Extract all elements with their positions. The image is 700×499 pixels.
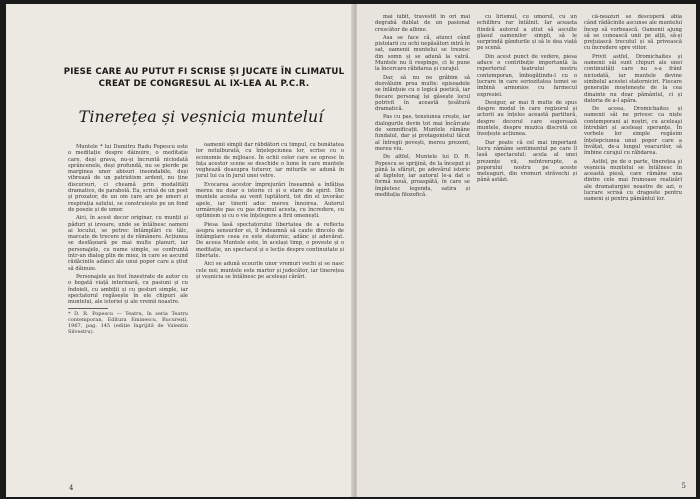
paragraph: Aici se adună ecourile unor vremuri vechi și se nasc cele noi; muntele este martor și judecător, iar tinerețea și veșnicia se întâlnesc pe aceleași cărări. [196, 261, 344, 280]
article-title: Tinerețea și veșnicia munteluí [78, 107, 324, 126]
series-title [54, 66, 353, 90]
paragraph: Muntele * lui Dumitru Radu Popescu este o meditație despre dăinuire, o meditație care, deși grava, nu-și încruntă niciodată sprâncenele, deși profundă, nu se pierde pe marginea unor abisuri insondabile, deși vibrează de un patriotism ardent, nu ține discursuri, ci cheamă prin modalități dramatice, de parabolă. Ea, scrisă de un poet și prozator, de un om care are pe umeri și respirația satului, se construiește pe un fond de poezie și de umor. [68, 144, 188, 213]
paragraph: oamenii simpli dar răbdători cu timpul, cu bunătatea lor netulburată, cu înțelepciunea lor, scrise cu o economie de mijloace. În ochii celor care se opresc în fața acestor scene se deschide o lume în care muntele veghează deasupra tuturor, iar miturile se adună în jurul lui ca în jurul unei vetre. [196, 142, 344, 180]
page-number-left: 4 [69, 484, 74, 492]
left-column-1 [68, 144, 188, 478]
page-number-right: 5 [681, 482, 686, 490]
paragraph: De aceea, Dromichaites și oamenii săi ne privesc ca niște contemporani ai noștri, cu aceleași întrebări și aceleași speranțe. În vorbele lor simple regăsim înțelepciunea unui popor care a învățat, de-a lungul veacurilor, să îmbine curajul cu răbdarea. [584, 106, 682, 157]
left-column-2 [196, 142, 344, 482]
paragraph: Dar poate că cel mai important lucru rămâne sentimentul pe care îl lasă spectacolul: acela al unei prezențe vii, neîntrerupte, a poporului nostru pe aceste meleaguri, din vremuri străvechi și până astăzi. [477, 139, 577, 184]
paragraph: Asa se face că, atunci când pistolarii cu ochi nepăsători intră în sat, oamenii muntelui se trezesc din somn și se adună la vatră. Muntele nu îi respinge, ci le pune la încercare răbdarea și curajul. [375, 34, 470, 73]
left-page [6, 4, 353, 497]
paragraph: Piesa lasă spectatorului libertatea de a reflecta asupra sensurilor ei, îl îndeamnă să caute dincolo de întâmplare ceea ce este statornic, adânc și adevărat. De aceea Muntele este, în același timp, o poveste și o meditație, un spectacol și o lecție despre continuitate și libertate. [196, 221, 344, 260]
paragraph: Pas cu pas, tensiunea crește, iar dialogurile devin tot mai încărcate de semnificații. Muntele rămâne fundalul, dar și protagonistul tăcut al întregii povești, mereu prezent, mereu viu. [375, 114, 470, 152]
paragraph: De altfel, Muntele lui D. R. Popescu se sprijină, de la început și până la sfârșit, pe adevărul istoric al faptelor, iar autorul le-a dat o formă nouă, proaspătă, în care se împletesc legenda, satira și meditația filozofică. [375, 154, 470, 199]
right-column-3 [584, 14, 682, 484]
footnote: * D. R. Popescu — Teatru, în seria Teatru contemporan, Editura Eminescu, București, 1967, pag. 145 (ediție îngrijită de Valentin Silvestru). [68, 311, 188, 336]
paragraph: cu lirismul, cu umorul, cu un echilibru rar întâlnit. Iar aceasta fiindcă autorul a știut să asculte glasul oamenilor simpli, să le surprindă gândurile și să le dea viață pe scenă. [477, 14, 577, 52]
paragraph: că-neazuri se descoperă abia când rădăcinile ascunse ale muntelui încep să vorbească. Oamenii ajung să se cunoască unii pe alții, să-și prețuiască trecutul și să privească cu încredere spre viitor. [584, 14, 682, 52]
paragraph: Desigur, ar mai fi multe de spus despre modul în care regizorul și actorii au înțeles această partitură, despre decorul care sugerează muntele, despre muzica discretă ce însoțește acțiunea. [477, 99, 577, 138]
paragraph: Din acest punct de vedere, piesa aduce o contribuție importantă la repertoriul teatrului nostru contemporan, îmbogățindu-l cu o lucrare în care seriozitatea temei se îmbină armonios cu farmecul expresiei. [477, 53, 577, 98]
series-title-line2: CREAT DE CONGRESUL AL IX-LEA AL P.C.R. [98, 79, 310, 89]
paragraph: Dar, să nu ne grăbim să dezvăluim prea multe: episoadele se înlănțuie cu o logică poetică, iar fiecare personaj își găsește locul potrivit în această țesătură dramatică. [375, 74, 470, 113]
paragraph: Privit astfel, Dromichaites și oamenii săi sunt chipuri ale unei continuități care nu s-a frânt niciodată, iar muntele devine simbolul acestei statorniciri. Fiecare generație moștenește de la cea dinainte nu doar pământul, ci și datoria de a-l apăra. [584, 53, 682, 104]
right-page [357, 4, 696, 497]
right-column-2 [477, 14, 577, 484]
paragraph: mai iubit, travestit în ori mai degrabă dublat de un pasionat crescător de albine. [375, 14, 470, 33]
paragraph: Personajele au fost înzestrate de autor cu o bogată viață interioară, cu pasiuni și cu îndoieli, cu ambiții și cu gesturi simple, iar spectatorul regăsește în ele chipuri ale muntelui, ale istoriei și ale vremii noastre. [68, 273, 188, 306]
paragraph: Evocarea acestor împrejurări înseamnă a înfățișa mereu nu doar o istorie ci și o stare de spirit. Din muntele acesta au venit luptătorii, tot din el izvorăsc apele, iar tinerii aduc mereu înnoirea. Autorul urmărește pas cu pas drumul acesta, cu încredere, cu optimism și cu o vie înțelegere a firii omenești. [196, 181, 344, 220]
paragraph: Aici, în acest decor originar, cu munții și păduri și izvoare, unde se întâlnesc oameni ai locului, se petrec întâmplări cu tâlc, marcate de trecere și de rămânere. Acțiunea se desfășoară pe mai multe planuri, iar personajele, cu nume simple, se confruntă într-un dialog plin de miez, în care se ascund rădăcinile adânci ale unui popor care a știut să dăinuie. [68, 215, 188, 272]
footnote-divider [68, 308, 108, 309]
paragraph: Astfel, pe de o parte, tinerețea și veșnicia muntelui se întâlnesc în această piesă, care rămâne una dintre cele mai frumoase realizări ale dramaturgiei noastre de azi, o lucrare scrisă cu dragoste pentru oameni și pentru pământul lor. [584, 158, 682, 203]
series-title-line1: PIESE CARE AU PUTUT FI SCRISE ȘI JUCATE ÎN CLIMATUL [63, 67, 345, 77]
right-column-1 [375, 14, 470, 484]
magazine-spread [6, 4, 696, 497]
